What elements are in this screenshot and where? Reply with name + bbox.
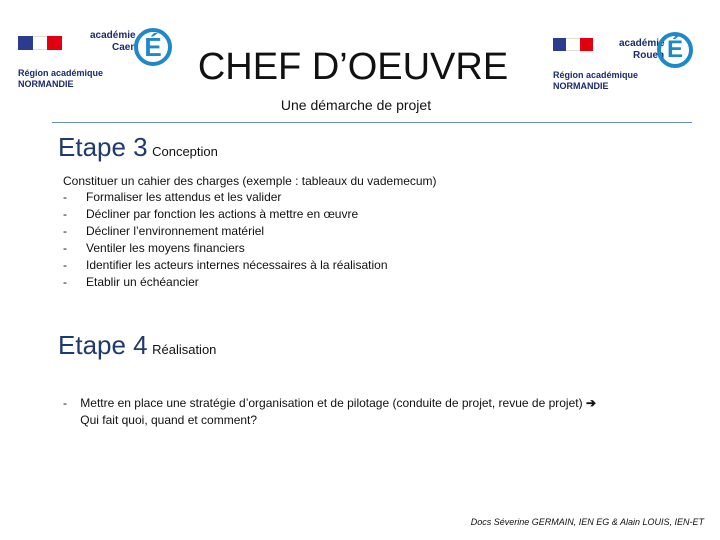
list-item: - Mettre en place une stratégie d’organisation et de pilotage (conduite de projet, revue de projet) ➔ Qui fait quoi, quand et comment? [63,396,597,427]
etape4-heading [58,330,216,361]
list-item: - Décliner par fonction les actions à mettre en œuvre [63,207,359,221]
etape4-list [63,395,603,429]
etape3-heading [58,132,218,163]
etape3-intro: Constituer un cahier des charges (exemple : tableaux du vademecum) [63,174,437,188]
logo-region-line2: NORMANDIE [18,79,74,89]
etape4-item-text: Mettre en place une stratégie d’organisation et de pilotage (conduite de projet, revue de projet) [80,396,583,410]
list-item: - Formaliser les attendus et les valider [63,190,282,204]
etape3-label: Conception [152,144,218,159]
list-item: - Etablir un échéancier [63,275,199,289]
e-logo-icon: É [657,32,693,68]
logo-region-line1: Région académique [18,68,104,78]
logo-academie-word: académie [619,38,665,49]
footer-credits: Docs Séverine GERMAIN, IEN EG & Alain LOUIS, IEN-ET [470,517,704,527]
list-item: - Ventiler les moyens financiers [63,241,245,255]
etape4-number: Etape 4 [58,330,148,360]
logo-city-word: Caen [112,42,137,53]
e-logo-icon: É [134,28,172,66]
etape3-number: Etape 3 [58,132,148,162]
etape4-item-tail: Qui fait quoi, quand et comment? [80,413,258,427]
header-divider [52,122,692,123]
list-item: - Identifier les acteurs internes nécessaires à la réalisation [63,258,388,272]
logo-region-line2: NORMANDIE [553,81,609,91]
etape4-label: Réalisation [152,342,217,357]
list-item: - Décliner l’environnement matériel [63,224,265,238]
page-title: CHEF D’OEUVRE [197,46,509,88]
logo-city-word: Rouen [633,50,665,61]
page-subtitle: Une démarche de projet [280,97,432,113]
logo-region-line1: Région académique [553,70,639,80]
etape3-list [63,189,388,291]
arrow-right-icon: ➔ [585,396,597,410]
logo-academie-word: académie [90,30,136,41]
